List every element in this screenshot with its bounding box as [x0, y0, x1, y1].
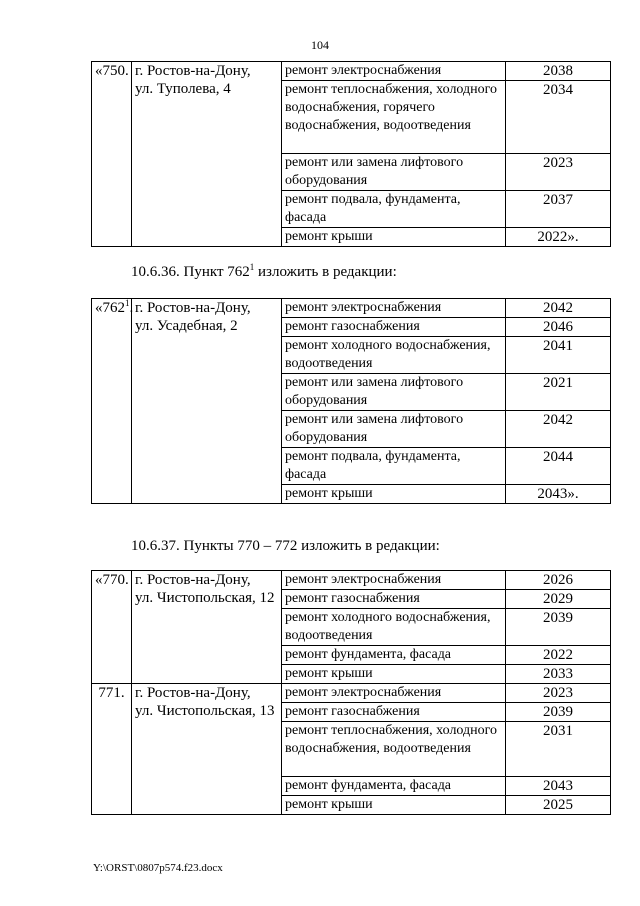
work-type: ремонт теплоснабжения, холодного водоснабжения, водоотведения [282, 722, 506, 777]
address-line: ул. Чистопольская, 13 [135, 703, 275, 719]
work-year: 2034 [506, 81, 611, 154]
work-year: 2031 [506, 722, 611, 777]
work-year: 2046 [506, 318, 611, 337]
work-type: ремонт теплоснабжения, холодного водоснабжения, горячего водоснабжения, водоотведения [282, 81, 506, 154]
work-year: 2025 [506, 796, 611, 815]
table-row [92, 571, 611, 590]
item-number [92, 299, 132, 504]
work-year: 2022». [506, 228, 611, 247]
work-type: ремонт холодного водоснабжения, водоотведения [282, 337, 506, 374]
item-number: «770. [92, 571, 132, 684]
address-line: ул. Усадебная, 2 [135, 318, 238, 334]
paragraph-text: изложить в редакции: [254, 264, 397, 280]
work-year: 2029 [506, 590, 611, 609]
work-type: ремонт подвала, фундамента, фасада [282, 191, 506, 228]
work-type: ремонт электроснабжения [282, 62, 506, 81]
work-year: 2037 [506, 191, 611, 228]
paragraph-text: 10.6.36. Пункт 762 [131, 264, 250, 280]
work-year: 2043 [506, 777, 611, 796]
work-type: ремонт электроснабжения [282, 299, 506, 318]
work-year: 2039 [506, 703, 611, 722]
work-type: ремонт фундамента, фасада [282, 777, 506, 796]
work-year: 2039 [506, 609, 611, 646]
address-cell [132, 684, 282, 815]
work-type: ремонт или замена лифтового оборудования [282, 154, 506, 191]
work-year: 2033 [506, 665, 611, 684]
table-items-770-771 [91, 570, 611, 815]
work-year: 2044 [506, 448, 611, 485]
address-cell [132, 62, 282, 247]
address-line: г. Ростов-на-Дону, [135, 300, 251, 316]
work-type: ремонт холодного водоснабжения, водоотведения [282, 609, 506, 646]
work-type: ремонт крыши [282, 485, 506, 504]
address-line: г. Ростов-на-Дону, [135, 572, 251, 588]
superscript: 1 [125, 298, 130, 308]
item-number: 771. [92, 684, 132, 815]
superscript: 1 [249, 262, 255, 272]
item-number: «750. [92, 62, 132, 247]
work-type: ремонт или замена лифтового оборудования [282, 411, 506, 448]
paragraph-10-6-36 [131, 264, 397, 281]
work-year: 2022 [506, 646, 611, 665]
work-year: 2021 [506, 374, 611, 411]
file-path-footer: Y:\ORST\0807p574.f23.docx [93, 862, 223, 874]
work-type: ремонт газоснабжения [282, 590, 506, 609]
address-cell [132, 571, 282, 684]
work-type: ремонт или замена лифтового оборудования [282, 374, 506, 411]
table-row [92, 62, 611, 81]
work-type: ремонт крыши [282, 665, 506, 684]
address-line: г. Ростов-на-Дону, [135, 63, 251, 79]
address-line: г. Ростов-на-Дону, [135, 685, 251, 701]
work-type: ремонт крыши [282, 228, 506, 247]
table-item-750 [91, 61, 611, 247]
work-year: 2043». [506, 485, 611, 504]
address-line: ул. Чистопольская, 12 [135, 590, 275, 606]
address-cell [129, 299, 282, 504]
page-number: 104 [311, 38, 329, 52]
work-type: ремонт газоснабжения [282, 703, 506, 722]
work-type: ремонт газоснабжения [282, 318, 506, 337]
table-row [92, 299, 611, 318]
table-item-762-1 [91, 298, 611, 504]
work-year: 2041 [506, 337, 611, 374]
work-year: 2042 [506, 411, 611, 448]
work-type: ремонт электроснабжения [282, 684, 506, 703]
work-type: ремонт электроснабжения [282, 571, 506, 590]
work-type: ремонт крыши [282, 796, 506, 815]
work-year: 2023 [506, 684, 611, 703]
work-year: 2042 [506, 299, 611, 318]
paragraph-10-6-37: 10.6.37. Пункты 770 – 772 изложить в редакции: [131, 538, 440, 554]
table-row [92, 684, 611, 703]
work-year: 2023 [506, 154, 611, 191]
work-year: 2026 [506, 571, 611, 590]
item-number-text: «762 [95, 300, 125, 316]
work-type: ремонт подвала, фундамента, фасада [282, 448, 506, 485]
item-number-tail: . [129, 300, 134, 316]
work-year: 2038 [506, 62, 611, 81]
address-line: ул. Туполева, 4 [135, 81, 231, 97]
work-type: ремонт фундамента, фасада [282, 646, 506, 665]
